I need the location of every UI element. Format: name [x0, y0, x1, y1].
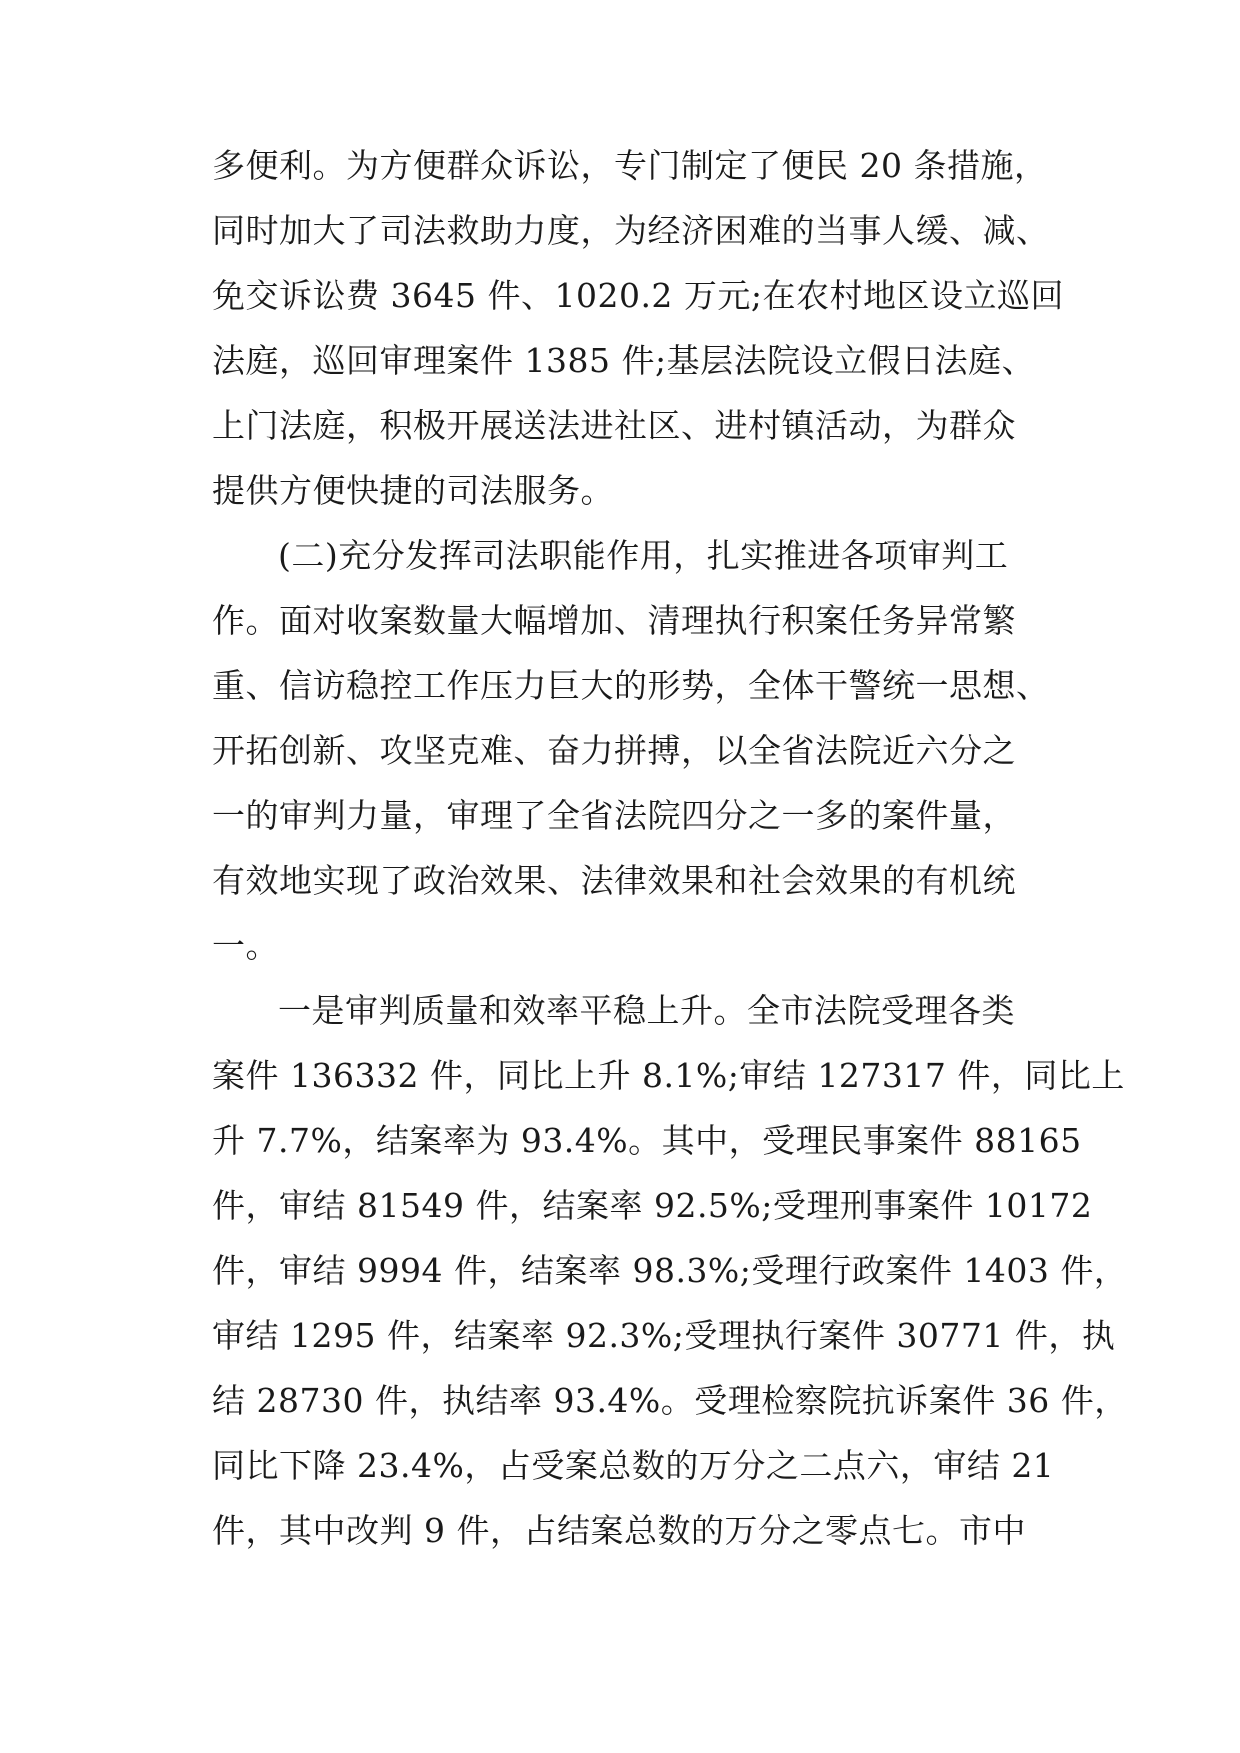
paragraph-start-line: 一是审判质量和效率平稳上升。全市法院受理各类 — [278, 991, 1015, 1030]
text-line: 结 28730 件，执结率 93.4%。受理检察院抗诉案件 36 件， — [212, 1381, 1128, 1420]
text-line: 升 7.7%，结案率为 93.4%。其中，受理民事案件 88165 — [212, 1121, 1082, 1160]
text-line: 作。面对收案数量大幅增加、清理执行积案任务异常繁 — [212, 601, 1016, 640]
text-line: 审结 1295 件，结案率 92.3%;受理执行案件 30771 件，执 — [212, 1316, 1116, 1355]
text-line: 同时加大了司法救助力度，为经济困难的当事人缓、减、 — [212, 211, 1050, 250]
text-line: 件，审结 81549 件，结案率 92.5%;受理刑事案件 10172 — [212, 1186, 1093, 1225]
paragraph-start-line: (二)充分发挥司法职能作用，扎实推进各项审判工 — [278, 536, 1009, 575]
text-line: 一的审判力量，审理了全省法院四分之一多的案件量， — [212, 796, 1016, 835]
text-line: 法庭，巡回审理案件 1385 件;基层法院设立假日法庭、 — [212, 341, 1036, 380]
text-line: 重、信访稳控工作压力巨大的形势，全体干警统一思想、 — [212, 666, 1050, 705]
text-line: 一。 — [212, 926, 279, 965]
text-line: 提供方便快捷的司法服务。 — [212, 471, 614, 510]
text-line: 同比下降 23.4%，占受案总数的万分之二点六，审结 21 — [212, 1446, 1055, 1485]
text-line: 有效地实现了政治效果、法律效果和社会效果的有机统 — [212, 861, 1016, 900]
text-line: 案件 136332 件，同比上升 8.1%;审结 127317 件，同比上 — [212, 1056, 1125, 1095]
text-line: 多便利。为方便群众诉讼，专门制定了便民 20 条措施， — [212, 146, 1048, 185]
text-line: 件，审结 9994 件，结案率 98.3%;受理行政案件 1403 件， — [212, 1251, 1128, 1290]
text-line: 开拓创新、攻坚克难、奋力拼搏，以全省法院近六分之 — [212, 731, 1016, 770]
text-line: 件，其中改判 9 件，占结案总数的万分之零点七。市中 — [212, 1511, 1026, 1550]
text-line: 免交诉讼费 3645 件、1020.2 万元;在农村地区设立巡回 — [212, 276, 1065, 315]
text-line: 上门法庭，积极开展送法进社区、进村镇活动，为群众 — [212, 406, 1016, 445]
